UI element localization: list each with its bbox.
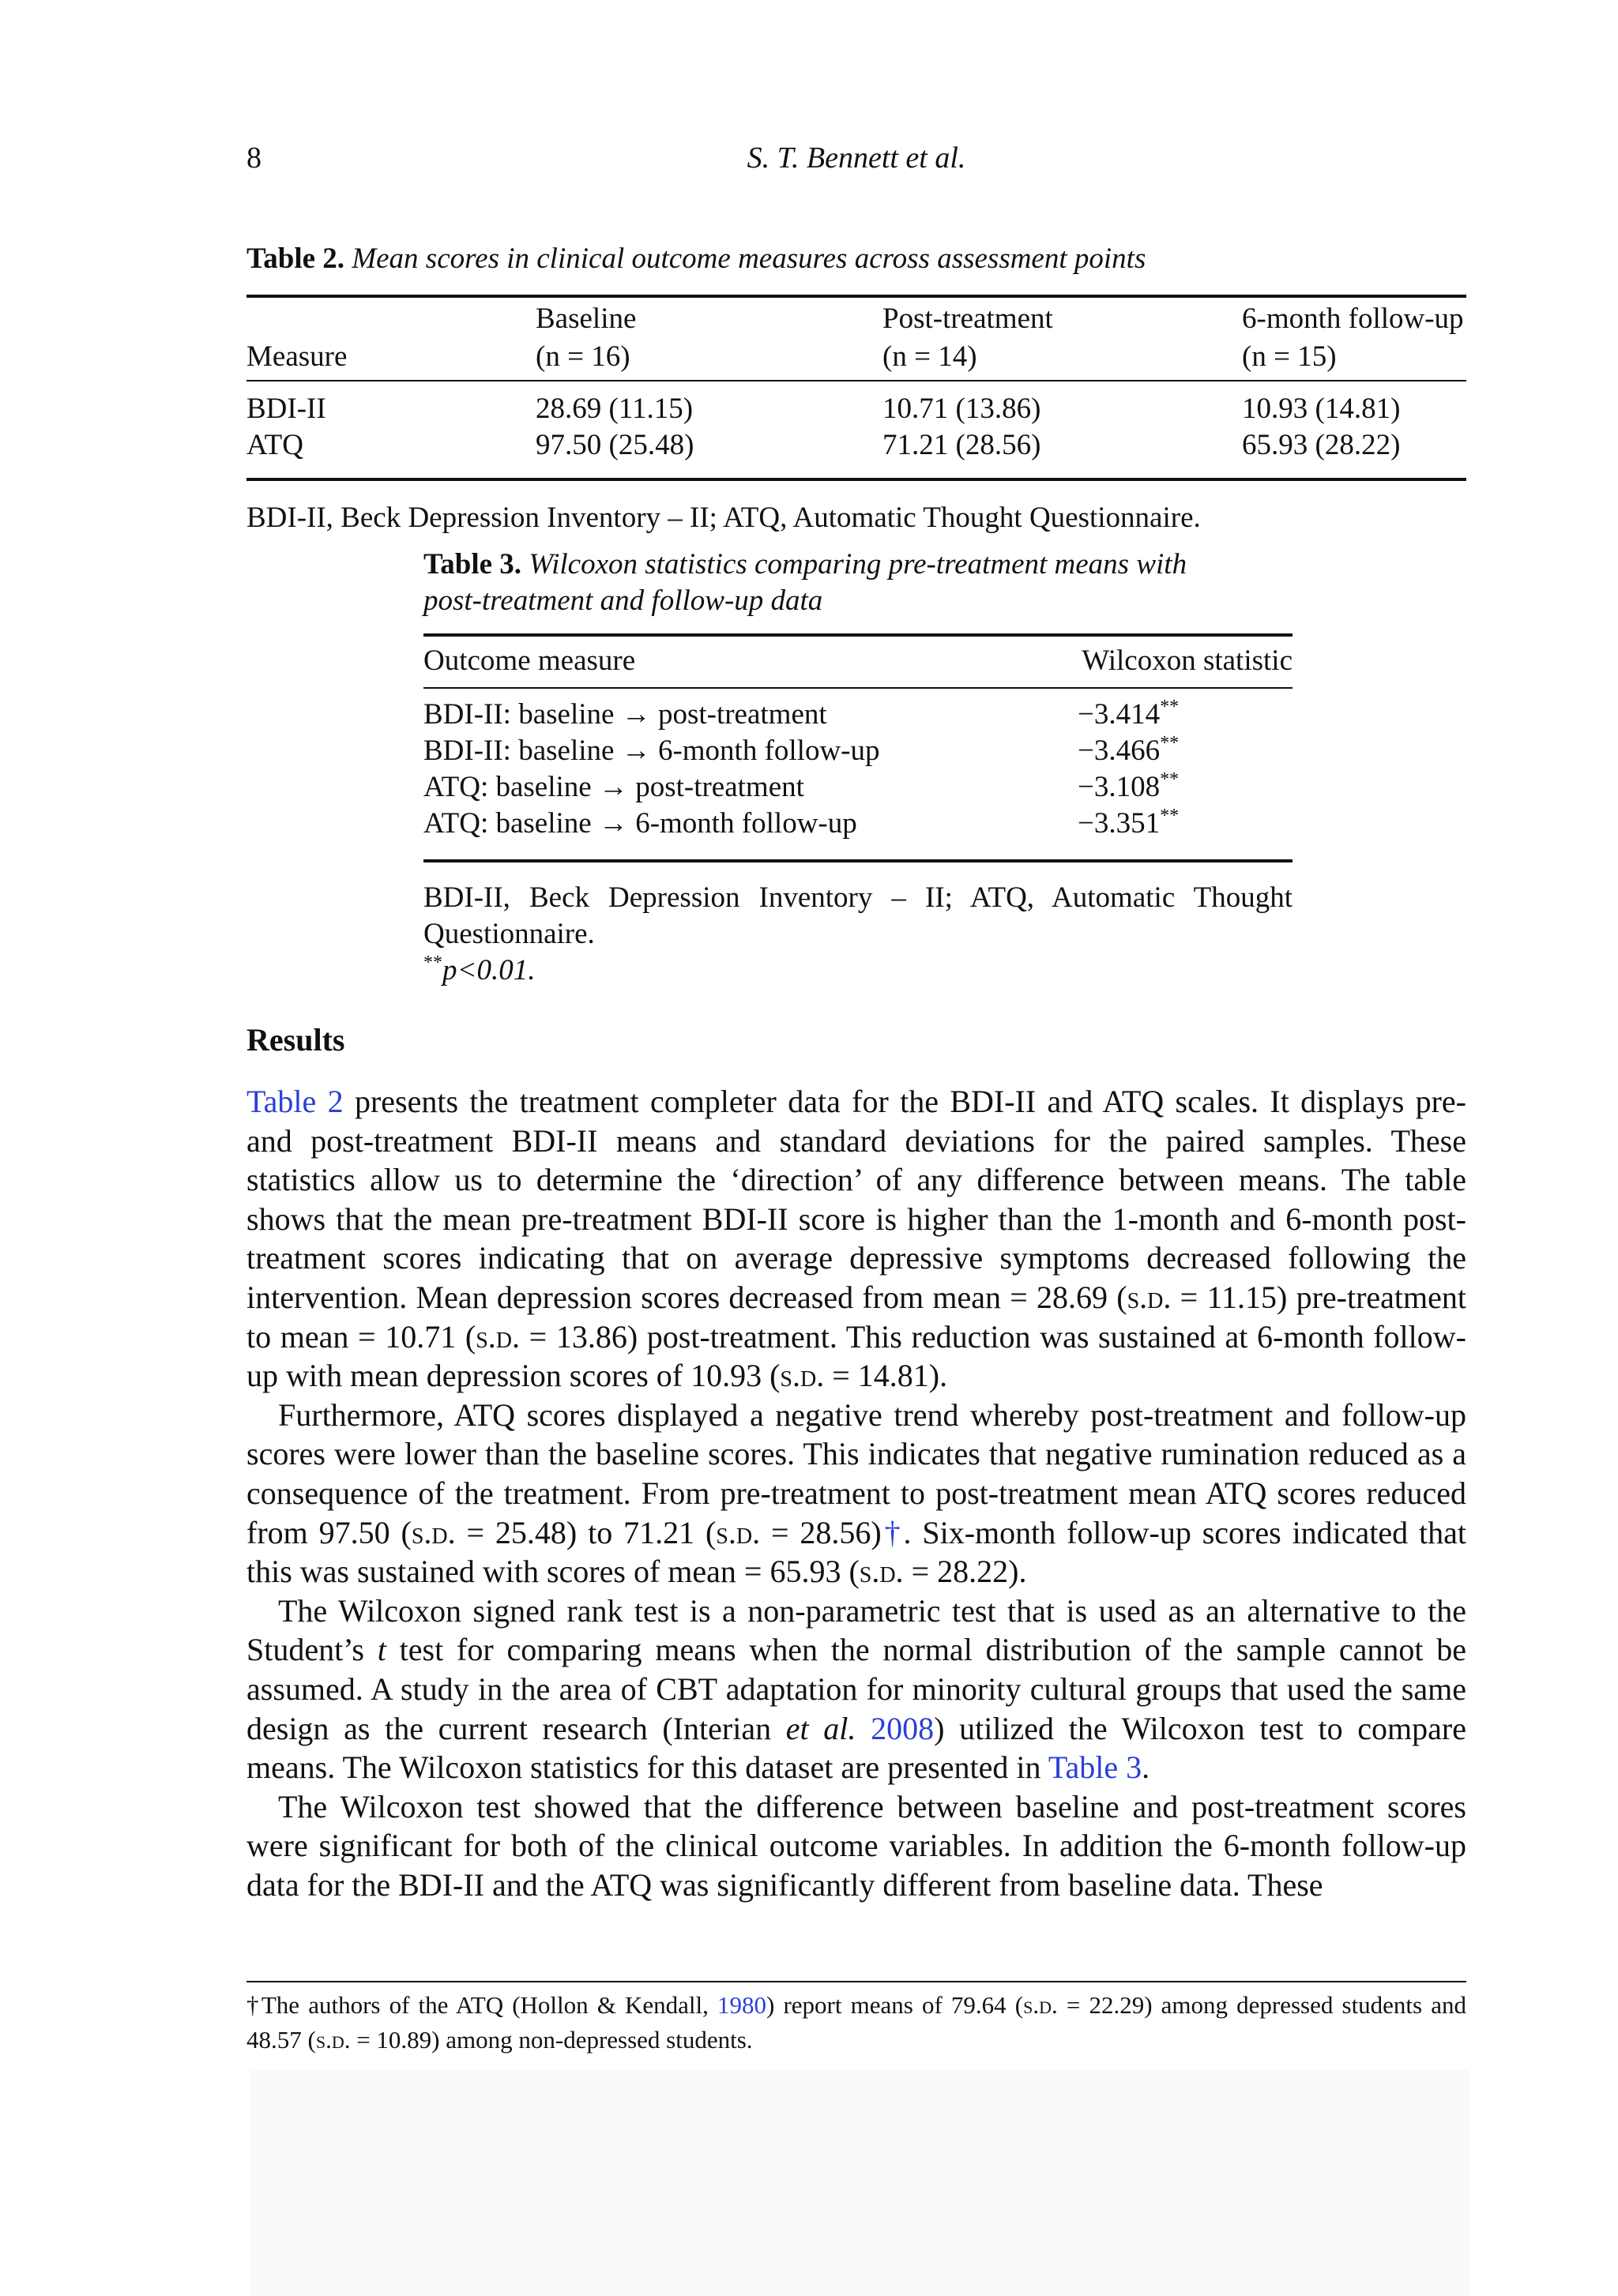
page-header — [246, 141, 1466, 185]
footnote-link[interactable]: † — [881, 1514, 904, 1550]
table-cell: 10.93 (14.81) — [1242, 393, 1401, 425]
table-cell: −3.351** — [1078, 806, 1180, 840]
table-cell: BDI-II: baseline → post-treatment — [423, 698, 827, 731]
column-n-baseline: (n = 16) — [536, 340, 630, 373]
paragraph: The Wilcoxon test showed that the difference between baseline and post-treatment scores were significant for both of the clinical outcome variables. In addition the 6-month follow-up data for the BDI-II and the ATQ was significantly different from baseline data. These — [246, 1788, 1466, 1903]
table-cell: −3.414** — [1078, 697, 1180, 731]
table-2-title: Mean scores in clinical outcome measures across assessment points — [352, 242, 1146, 275]
table-2-link[interactable]: Table 2 — [246, 1084, 344, 1119]
table-cell: ATQ: baseline → 6-month follow-up — [423, 807, 857, 840]
column-n-follow-up: (n = 15) — [1242, 340, 1337, 373]
citation-link[interactable]: 1980 — [717, 1991, 767, 2019]
table-row — [423, 806, 1293, 842]
table-cell: BDI-II: baseline → 6-month follow-up — [423, 735, 880, 767]
footnote: †The authors of the ATQ (Hollon & Kendall, 1980) report means of 79.64 (s.d. = 22.29) among depressed students and 48.57 (s.d. = 10.89) among non-depressed students. — [246, 1991, 1466, 2054]
table-2-caption — [246, 241, 1466, 277]
table-rule — [246, 478, 1466, 481]
table-row — [423, 733, 1293, 769]
table-rule — [423, 859, 1293, 862]
column-header-measure: Measure — [246, 340, 348, 373]
table-cell: ATQ — [246, 429, 303, 461]
column-header-wilcoxon-statistic: Wilcoxon statistic — [1082, 644, 1293, 677]
table-cell: −3.108** — [1078, 769, 1180, 803]
paragraph: Furthermore, ATQ scores displayed a negative trend whereby post-treatment and follow-up scores were lower than the baseline scores. This indicates that negative rumination reduced as a consequence of the treatment. From pre-treatment to post-treatment mean ATQ scores reduced from 97.50 (s.d. = 25.48) to 71.21 (s.d. = 28.56)†. Six-month follow-up scores indicated that this was sustained with scores of mean = 65.93 (s.d. = 28.22). — [246, 1396, 1467, 1590]
table-cell: 10.71 (13.86) — [882, 393, 1041, 425]
section-heading-results: Results — [246, 1022, 345, 1058]
table-row — [423, 769, 1293, 806]
table-3-label: Table 3. — [423, 548, 522, 581]
table-3-header — [423, 637, 1293, 687]
table-3 — [423, 547, 1293, 989]
table-3-title: Wilcoxon statistics comparing pre-treatment means with — [529, 548, 1187, 581]
table-cell: 97.50 (25.48) — [536, 429, 694, 461]
results-body — [246, 1082, 1466, 1904]
table-cell: BDI-II — [246, 393, 326, 425]
table-3-caption — [423, 547, 1293, 619]
table-2-header — [246, 298, 1466, 380]
citation-link[interactable]: 2008 — [871, 1710, 935, 1746]
table-3-link[interactable]: Table 3 — [1048, 1749, 1142, 1786]
running-head: S. T. Bennett et al. — [747, 141, 966, 175]
table-row — [423, 697, 1293, 733]
table-cell: 71.21 (28.56) — [882, 429, 1041, 461]
scan-shading — [250, 2069, 1469, 2296]
table-cell: 28.69 (11.15) — [536, 393, 694, 425]
paragraph: Table 2 presents the treatment completer data for the BDI-II and ATQ scales. It displays pre- and post-treatment BDI-II means and standard deviations for the paired samples. These statistics allow us to determine the ‘direction’ of any difference between means. The table shows that the mean pre-treatment BDI-II score is higher than the 1-month and 6-month post-treatment scores indicating that on average depressive symptoms decreased following the intervention. Mean depression scores decreased from mean = 28.69 (s.d. = 11.15) pre-treatment to mean = 10.71 (s.d. = 13.86) post-treatment. This reduction was sustained at 6-month follow-up with mean depression scores of 10.93 (s.d. = 14.81). — [246, 1084, 1466, 1394]
paragraph: The Wilcoxon signed rank test is a non-parametric test that is used as an alternative to the Student’s t test for comparing means when the normal distribution of the sample cannot be assumed. A study in the area of CBT adaptation for minority cultural groups that used the same design as the current research (Interian et al. 2008) utilized the Wilcoxon test to compare means. The Wilcoxon statistics for this dataset are presented in Table 3. — [246, 1592, 1467, 1786]
table-row — [246, 427, 1466, 464]
table-row — [246, 391, 1466, 427]
significance-marker: ** — [423, 953, 442, 973]
column-header-baseline: Baseline — [536, 303, 637, 335]
table-cell: 65.93 (28.22) — [1242, 429, 1401, 461]
table-cell: ATQ: baseline → post-treatment — [423, 771, 804, 803]
table-3-title: post-treatment and follow-up data — [423, 584, 823, 617]
table-cell: −3.466** — [1078, 733, 1180, 767]
table-3-note: BDI-II, Beck Depression Inventory – II; ATQ, Automatic Thought Questionnaire. **p<0.01. — [423, 881, 1293, 986]
footnote-rule — [246, 1981, 1466, 1982]
table-2-note: BDI-II, Beck Depression Inventory – II; ATQ, Automatic Thought Questionnaire. — [246, 502, 1201, 534]
significance-text: p<0.01. — [442, 954, 536, 986]
column-header-outcome-measure: Outcome measure — [423, 644, 636, 677]
table-2-label: Table 2. — [246, 242, 345, 275]
page-number: 8 — [246, 141, 262, 175]
table-2 — [246, 241, 1466, 536]
column-n-post-treatment: (n = 14) — [882, 340, 977, 373]
column-header-follow-up: 6-month follow-up — [1242, 303, 1464, 335]
column-header-post-treatment: Post-treatment — [882, 303, 1053, 335]
